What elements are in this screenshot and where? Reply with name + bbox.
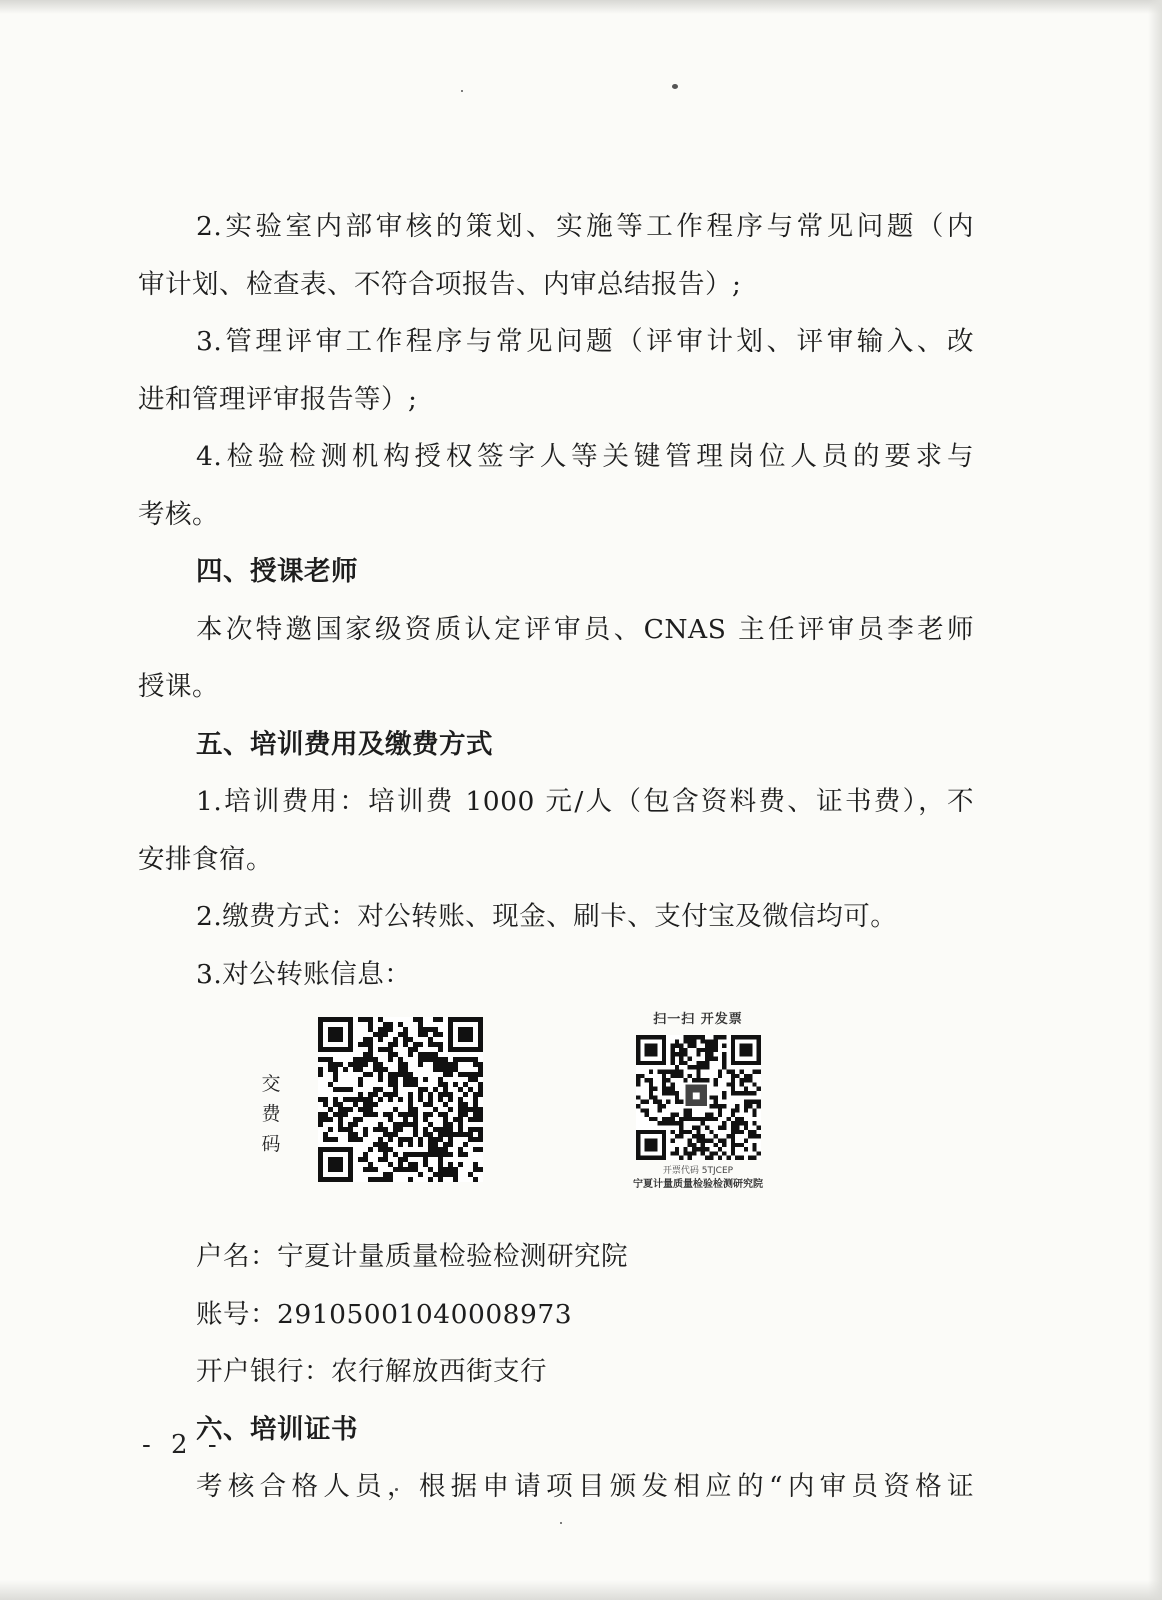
- fee-code-label-char: 交: [261, 1073, 281, 1095]
- fee-code-label-char: 码: [261, 1133, 281, 1155]
- text-line: 授课。: [138, 671, 219, 702]
- qr-codes-row: [138, 1003, 974, 1228]
- text-line: 考核。: [138, 498, 219, 530]
- text-line: 本次特邀国家级资质认定评审员、CNAS 主任评审员李老师: [196, 613, 974, 645]
- text-line: 2.实验室内部审核的策划、实施等工作程序与常见问题（内: [196, 211, 974, 242]
- scan-speck: [461, 90, 463, 92]
- bank-account-number: 账号：29105001040008973: [196, 1298, 573, 1330]
- scan-speck: [672, 84, 678, 89]
- fee-code-label-char: 费: [261, 1103, 281, 1125]
- text-line: 3.对公转账信息：: [196, 958, 412, 990]
- invoice-code: 开票代码 5TJCEP: [662, 1166, 734, 1176]
- document-body: [138, 198, 974, 1516]
- scan-edge-bottom: [0, 1580, 1162, 1600]
- text-line: 4.检验检测机构授权签字人等关键管理岗位人员的要求与: [196, 441, 974, 472]
- text-line: 1.培训费用：培训费 1000 元/人（包含资料费、证书费），不: [196, 786, 974, 817]
- text-line: 3.管理评审工作程序与常见问题（评审计划、评审输入、改: [196, 326, 974, 357]
- text-line: 考核合格人员，根据申请项目颁发相应的“内审员资格证: [196, 1471, 974, 1502]
- text-line: 2.缴费方式：对公转账、现金、刷卡、支付宝及微信均可。: [196, 901, 898, 932]
- text-line: 进和管理评审报告等）;: [138, 383, 418, 415]
- section-heading-fees: 五、培训费用及缴费方式: [196, 728, 493, 760]
- bank-account-name: 户名：宁夏计量质量检验检测研究院: [196, 1241, 628, 1272]
- svg-text:▪: ▪: [691, 1087, 701, 1104]
- section-heading-certificate: 六、培训证书: [196, 1413, 358, 1445]
- text-line: 审计划、检查表、不符合项报告、内审总结报告）;: [138, 268, 742, 300]
- section-heading-teacher: 四、授课老师: [196, 556, 358, 587]
- scan-speck: [560, 1522, 562, 1524]
- page-number: - 2 -: [142, 1430, 223, 1460]
- invoice-qr-title: 扫一扫 开发票: [653, 1012, 743, 1027]
- invoice-qr-code-icon[interactable]: [636, 1035, 761, 1160]
- invoice-qr-block: [598, 1011, 798, 1191]
- scan-edge-top: [0, 0, 1162, 14]
- bank-name: 开户银行：农行解放西街支行: [196, 1356, 547, 1387]
- scan-edge-right: [1148, 0, 1162, 1600]
- fee-code-label: [256, 1069, 286, 1159]
- payment-qr-code-icon[interactable]: [318, 1017, 483, 1182]
- invoice-org: 宁夏计量质量检验检测研究院: [633, 1179, 763, 1190]
- text-line: 安排食宿。: [138, 843, 273, 875]
